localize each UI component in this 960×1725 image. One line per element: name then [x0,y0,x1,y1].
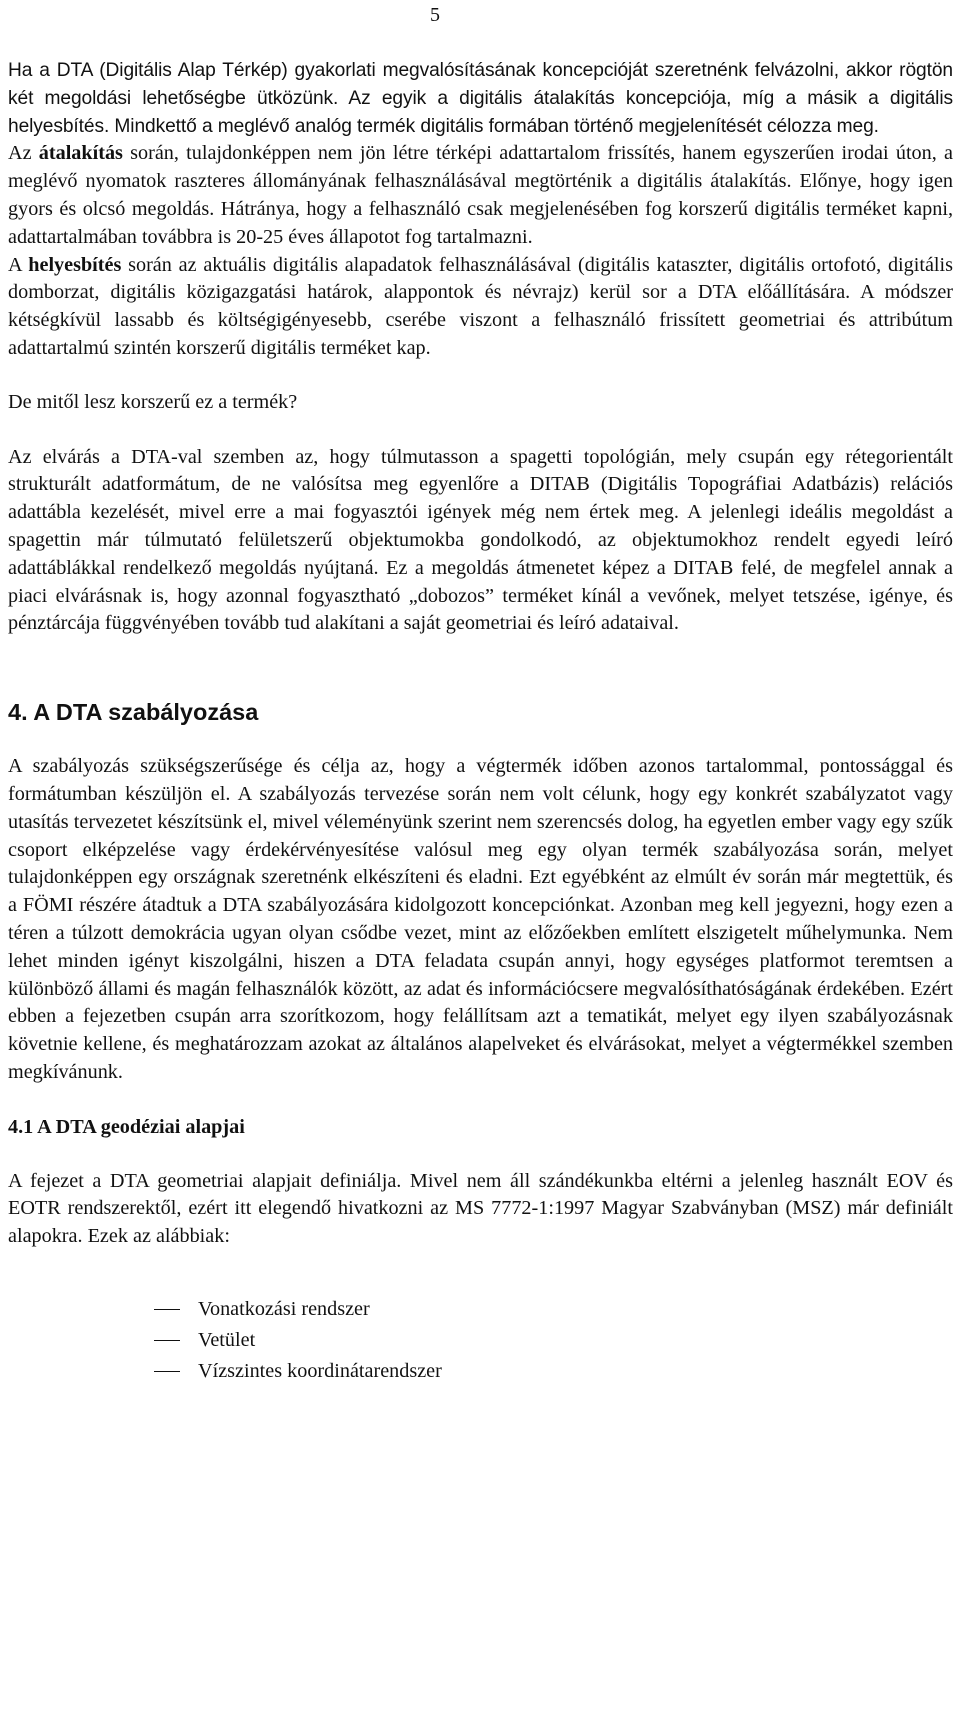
atalakitas-lead: Az [8,142,39,165]
list-item-label: Vízszintes koordinátarendszer [198,1359,442,1382]
dash-bullet-icon [154,1309,180,1311]
dash-bullet-icon [154,1371,180,1373]
section-4-1-body: A fejezet a DTA geometriai alapjait definiálja. Mivel nem áll szándékunkba eltérni a jelenleg használt EOV és EOTR rendszerektől, ezért itt elegendő hivatkozni az MS 7772-1:1997 Magyar Szabványban (MSZ) már definiált alapokra. Ezek az alábbiak: [8,1169,953,1248]
section-4-1-heading: 4.1 A DTA geodéziai alapjai [8,1115,245,1138]
list-item [8,1294,953,1325]
atalakitas-term: átalakítás [38,142,123,165]
helyesbites-lead: A [8,253,29,276]
atalakitas-text: során, tulajdonképpen nem jön létre térképi adattartalom frissítés, hanem egyszerűen irodai úton, a meglévő nyomatok raszteres állományának felhasználásával megtörténik a digitális átalakítás. Előnye, hogy igen gyors és olcsó megoldás. Hátránya, hogy a felhasználó csak megjelenésében fog korszerű digitális terméket kapni, adattartalmában továbbra is 20-25 éves állapotot fog tartalmazni. [8,142,953,248]
question-line: De mitől lesz korszerű ez a termék? [8,390,298,413]
document-page [8,57,953,1387]
helyesbites-term: helyesbítés [28,253,122,276]
reference-systems-list [8,1294,953,1387]
helyesbites-text: során az aktuális digitális alapadatok felhasználásával (digitális kataszter, digitális ortofotó, digitális domborzat, digitális közigazgatási határok, alappontok és névrajz) kerül sor a DTA előállítására. A módszer kétségkívül lassabb és költségigényesebb, cserébe viszont a felhasználó frissített geometriai és attribútum adattartalmú szintén korszerű digitális terméket kap. [8,253,953,359]
helyesbites-paragraph [8,252,953,363]
section-4-heading: 4. A DTA szabályozása [8,699,259,726]
atalakitas-paragraph [8,140,953,251]
intro-paragraph: Ha a DTA (Digitális Alap Térkép) gyakorlati megvalósításának koncepcióját szeretnénk felvázolni, akkor rögtön két megoldási lehetőségbe ütközünk. Az egyik a digitális átalakítás koncepciója, míg a másik a digitális helyesbítés. Mindkettő a meglévő analóg termék digitális formában történő megjelenítését célozza meg. [8,60,953,137]
expectation-paragraph: Az elvárás a DTA-val szemben az, hogy túlmutasson a spagetti topológián, mely csupán egy rétegorientált strukturált adatformátum, de ne valósítsa meg egyenlőre a DITAB (Digitális Topográfiai Adatbázis) relációs adattábla kezelését, mivel erre a mai fogyasztói igények még nem értek meg. A jelenlegi ideális megoldást a spagettin már túlmutató felületszerű objektumokba gondolkodó, az objektumokhoz rendelt egyedi leíró adattáblákkal rendelkező megoldás nyújtaná. Ez a megoldás átmenetet képez a DITAB felé, de megfelel annak a piaci elvárásnak is, hogy azonnal fogyasztható „dobozos” terméket kínál a vevőnek, melyet tetszése, igénye, és pénztárcája függvényében tovább tud alakítani a saját geometriai és leíró adataival. [8,445,953,635]
list-item-label: Vetület [198,1328,256,1351]
page-number: 5 [430,4,440,26]
list-item-label: Vonatkozási rendszer [198,1297,370,1320]
list-item [8,1325,953,1356]
list-item [8,1356,953,1387]
section-4-body: A szabályozás szükségszerűsége és célja az, hogy a végtermék időben azonos tartalommal, pontossággal és formátumban készüljön el. A szabályozás tervezése során nem volt célunk, hogy egy konkrét szabályzatot vagy utasítás tervezetet készítsünk el, mivel véleményünk szerint nem szerencsés dolog, ha egyetlen ember vagy egy szűk csoport elképzelése vagy érdekérvényesítése valósul meg egy olyan termék szabályozása során, melyet tulajdonképpen egy országnak szeretnénk elkészíteni és eladni. Ezt egyébként az elmúlt év során már megtettük, és a FÖMI részére átadtuk a DTA szabályozására kidolgozott koncepciónkat. Azonban meg kell jegyezni, hogy ezen a téren a túlzott demokrácia ugyan olyan csődbe vezet, mint az előzőekben említett elszigetelt műhelymunka. Nem lehet minden igényt kiszolgálni, hiszen a DTA feladata csupán annyi, hogy egységes platformot teremtsen a különböző állami és magán felhasználók között, az adat és információcsere megvalósíthatóságának érdekében. Ezért ebben a fejezetben csupán arra szorítkozom, hogy felállítsam azt a tematikát, melyet egy ilyen szabályozásnak követnie kellene, és meghatározzam azokat az általános alapelveket és elvárásokat, melyet a végtermékkel szemben megkívánunk. [8,755,953,1083]
dash-bullet-icon [154,1340,180,1342]
